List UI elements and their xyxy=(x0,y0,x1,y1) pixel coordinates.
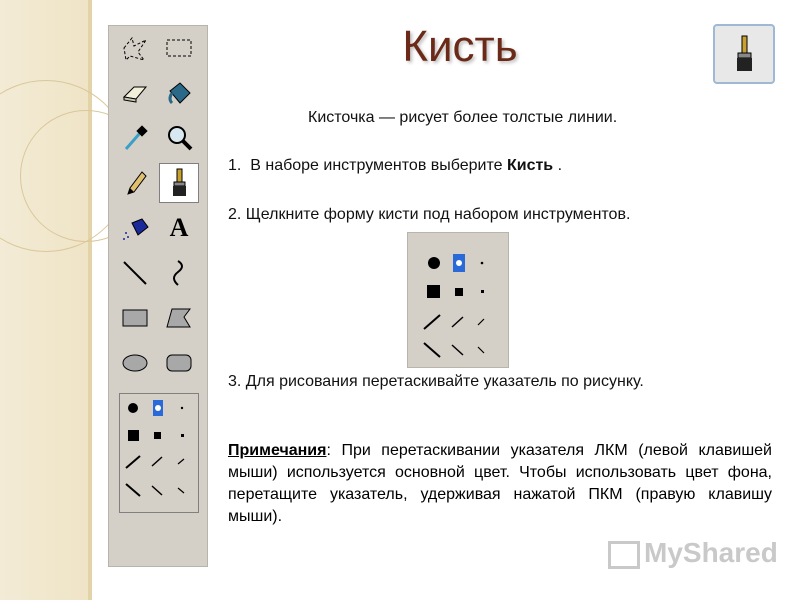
note-paragraph xyxy=(228,440,772,528)
curve-icon[interactable] xyxy=(159,253,199,293)
ellipse-icon[interactable] xyxy=(115,343,155,383)
pencil-icon[interactable] xyxy=(115,163,155,203)
fill-icon[interactable] xyxy=(159,73,199,113)
step-2: 2. Щелкните форму кисти под набором инструментов. xyxy=(228,206,631,223)
note-label: Примечания xyxy=(228,442,327,459)
polygon-icon[interactable] xyxy=(159,298,199,338)
step-1: 1. В наборе инструментов выберите Кисть . xyxy=(228,157,563,174)
presentation-icon xyxy=(608,541,640,569)
intro-text: Кисточка — рисует более толстые линии. xyxy=(308,109,618,126)
line-icon[interactable] xyxy=(115,253,155,293)
slide-title: Кисть xyxy=(402,22,518,71)
brush-shape-options xyxy=(119,393,199,513)
rect-select-icon[interactable] xyxy=(159,28,199,68)
watermark-logo: MyShared xyxy=(608,537,778,569)
brush-icon xyxy=(729,34,759,74)
free-select-icon[interactable] xyxy=(115,28,155,68)
rectangle-icon[interactable] xyxy=(115,298,155,338)
brush-shape-option xyxy=(126,400,184,496)
paint-toolbox xyxy=(108,25,208,567)
eyedropper-icon[interactable] xyxy=(115,118,155,158)
brush-tool-preview xyxy=(713,24,775,84)
note-text: : При перетаскивании указателя ЛКМ (левой клавишей мыши) используется основной цвет. Чтобы использовать цвет фона, перетащите указатель, удерживая нажатой ПКМ (правую клавишу мыши). xyxy=(228,442,772,525)
text-icon[interactable]: A xyxy=(169,213,189,242)
magnifier-icon[interactable] xyxy=(159,118,199,158)
brush-shape-panel xyxy=(407,232,509,368)
step-3: 3. Для рисования перетаскивайте указатель по рисунку. xyxy=(228,373,644,390)
eraser-icon[interactable] xyxy=(115,73,155,113)
rounded-rect-icon[interactable] xyxy=(159,343,199,383)
airbrush-icon[interactable] xyxy=(115,208,155,248)
slide-divider xyxy=(88,0,92,600)
brush-icon[interactable] xyxy=(159,163,199,203)
